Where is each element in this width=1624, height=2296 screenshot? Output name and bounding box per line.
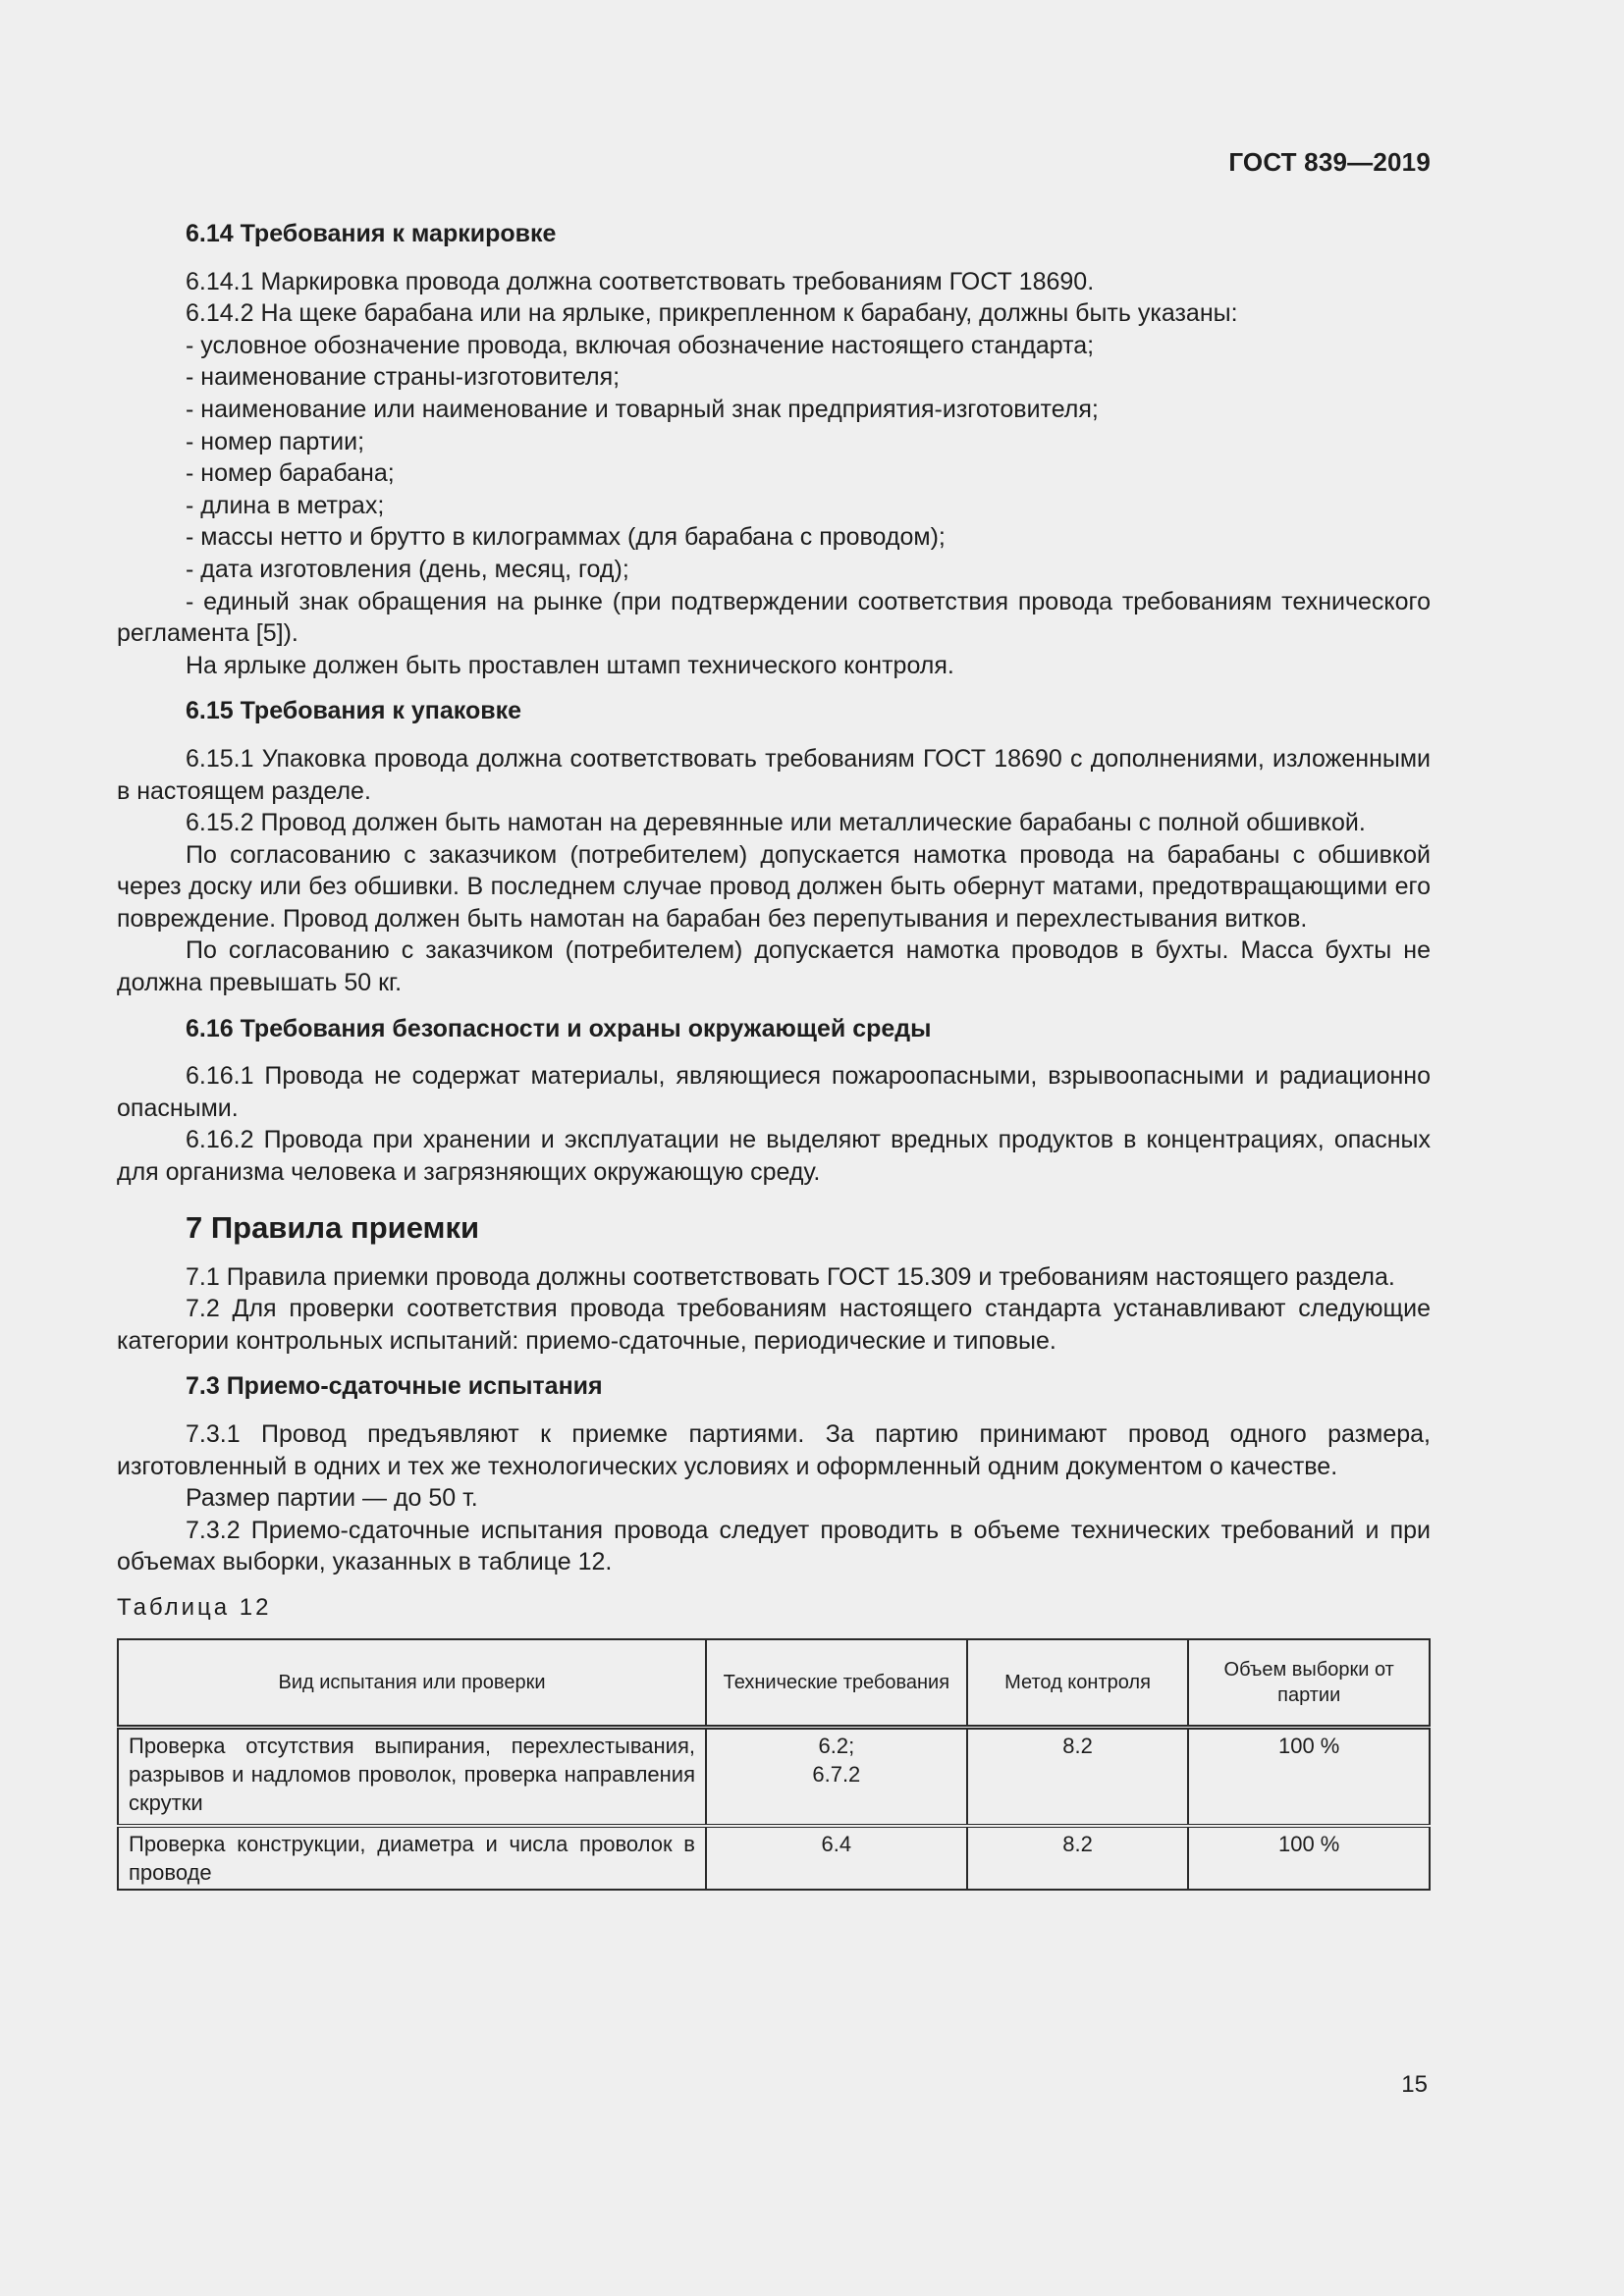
list-item: - номер барабана; (186, 459, 395, 488)
paragraph: 6.16.2 Провода при хранении и эксплуатации не выделяют вредных продуктов в концентрациях, опасных для организма человека и загрязняющих окружающую среду. (117, 1126, 1431, 1187)
paragraph: 7.1 Правила приемки провода должны соответствовать ГОСТ 15.309 и требованиям настоящего раздела. (186, 1262, 1395, 1291)
table-header-cell: Технические требования (706, 1639, 967, 1728)
paragraph: 6.14.1 Маркировка провода должна соответствовать требованиям ГОСТ 18690. (186, 267, 1095, 295)
list-item: - наименование страны-изготовителя; (186, 363, 621, 392)
table-cell: 100 % (1188, 1727, 1430, 1826)
table-row (118, 1826, 1430, 1890)
table-header-cell: Метод контроля (967, 1639, 1189, 1728)
list-item: - длина в метрах; (186, 491, 385, 519)
table-cell: 8.2 (967, 1826, 1189, 1890)
list-item: - единый знак обращения на рынке (при подтверждении соответствия провода требованиям технического регламента [5]). (117, 587, 1431, 648)
table-row (118, 1727, 1430, 1826)
list-item: - дата изготовления (день, месяц, год); (186, 555, 629, 583)
table-cell: 6.4 (706, 1826, 967, 1890)
document-page (117, 0, 1431, 2296)
list-item: - номер партии; (186, 427, 365, 455)
paragraph: Размер партии — до 50 т. (186, 1484, 478, 1513)
table-cell: Проверка конструкции, диаметра и числа проволок в проводе (118, 1826, 706, 1890)
section-title-6-16: 6.16 Требования безопасности и охраны окружающей среды (186, 1014, 932, 1042)
section-title-7-3: 7.3 Приемо-сдаточные испытания (186, 1372, 603, 1401)
list-item: - наименование или наименование и товарный знак предприятия-изготовителя; (186, 395, 1099, 423)
table-cell: 6.2; 6.7.2 (706, 1727, 967, 1826)
paragraph: 7.3.1 Провод предъявляют к приемке партиями. За партию принимают провод одного размера, изготовленный в одних и тех же технологических условиях и оформленный одним документом о качестве. (117, 1420, 1431, 1480)
table-cell: 8.2 (967, 1727, 1189, 1826)
list-item: - условное обозначение провода, включая обозначение настоящего стандарта; (186, 331, 1095, 359)
table-cell: Проверка отсутствия выпирания, перехлестывания, разрывов и надломов проволок, проверка направления скрутки (118, 1727, 706, 1826)
page-content (117, 218, 1431, 1891)
table-header-row (118, 1639, 1430, 1728)
standard-number: ГОСТ 839—2019 (1228, 147, 1431, 177)
section-title-7: 7 Правила приемки (186, 1209, 480, 1245)
section-title-6-14: 6.14 Требования к маркировке (186, 220, 557, 247)
table-caption: Таблица 12 (117, 1593, 272, 1621)
page-number: 15 (1401, 2071, 1428, 2098)
paragraph: 7.2 Для проверки соответствия провода требованиям настоящего стандарта устанавливают следующие категории контрольных испытаний: приемо-сдаточные, периодические и типовые. (117, 1295, 1431, 1355)
table-header-cell: Вид испытания или проверки (118, 1639, 706, 1728)
table-cell: 100 % (1188, 1826, 1430, 1890)
section-title-6-15: 6.15 Требования к упаковке (186, 697, 522, 725)
paragraph: 6.16.1 Провода не содержат материалы, являющиеся пожароопасными, взрывоопасными и радиационно опасными. (117, 1062, 1431, 1122)
paragraph: По согласованию с заказчиком (потребителем) допускается намотка проводов в бухты. Масса бухты не должна превышать 50 кг. (117, 936, 1431, 997)
paragraph: По согласованию с заказчиком (потребителем) допускается намотка провода на барабаны с обшивкой через доску или без обшивки. В последнем случае провод должен быть обернут матами, предотвращающими его повреждение. Провод должен быть намотан на барабан без перепутывания и перехлестывания витков. (117, 840, 1431, 933)
paragraph: 6.14.2 На щеке барабана или на ярлыке, прикрепленном к барабану, должны быть указаны: (186, 299, 1238, 328)
paragraph: 6.15.1 Упаковка провода должна соответствовать требованиям ГОСТ 18690 с дополнениями, изложенными в настоящем разделе. (117, 744, 1431, 805)
paragraph: 6.15.2 Провод должен быть намотан на деревянные или металлические барабаны с полной обшивкой. (186, 809, 1366, 837)
table-12 (117, 1638, 1431, 1891)
table-header-cell: Объем выборки от партии (1188, 1639, 1430, 1728)
paragraph: 7.3.2 Приемо-сдаточные испытания провода следует проводить в объеме технических требований и при объемах выборки, указанных в таблице 12. (117, 1516, 1431, 1576)
paragraph: На ярлыке должен быть проставлен штамп технического контроля. (186, 651, 954, 679)
list-item: - массы нетто и брутто в килограммах (для барабана с проводом); (186, 523, 946, 552)
